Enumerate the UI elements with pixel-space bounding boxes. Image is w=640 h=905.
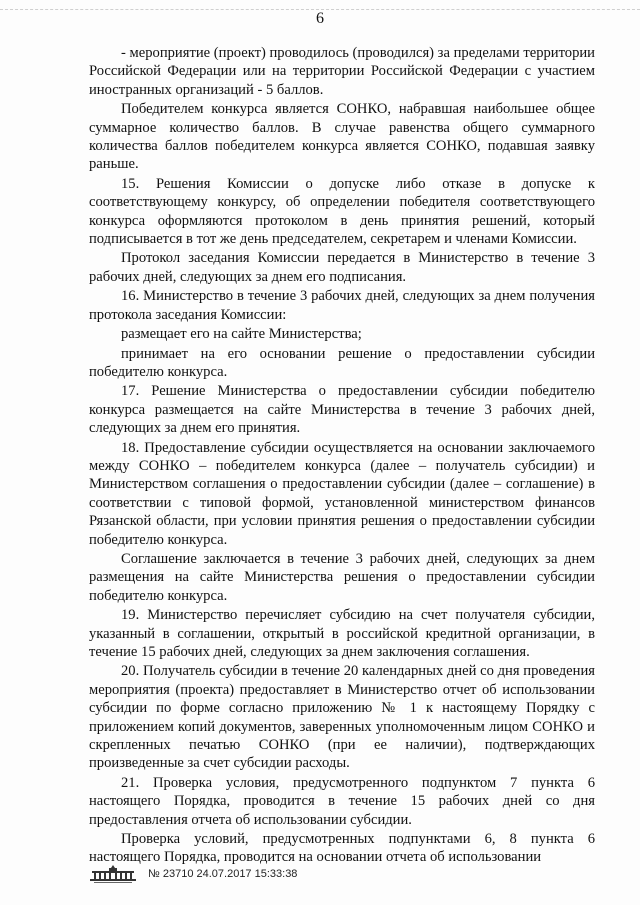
paragraph: принимает на его основании решение о предоставлении субсидии победителю конкурса. xyxy=(89,345,595,380)
paragraph: 19. Министерство перечисляет субсидию на счет получателя субсидии, указанный в соглашении, открытый в российской кредитной организации, в течение 15 рабочих дней, следующих за днем заключения соглашения. xyxy=(89,607,595,660)
registration-stamp: № 23710 24.07.2017 15:33:38 xyxy=(148,868,298,880)
paragraph: Победителем конкурса является СОНКО, набравшая наибольшее общее суммарное количество баллов. В случае равенства общего суммарного количества баллов победителем конкурса является СОНКО, подавшая заявку раньше. xyxy=(89,101,595,173)
government-building-logo xyxy=(88,864,138,884)
paragraph: Проверка условий, предусмотренных подпунктами 6, 8 пункта 6 настоящего Порядка, проводится на основании отчета об использовании xyxy=(89,831,595,866)
page-number: 6 xyxy=(316,10,324,27)
document-body xyxy=(89,44,595,867)
paragraph: 17. Решение Министерства о предоставлении субсидии победителю конкурса размещается на сайте Министерства в течение 3 рабочих дней, следующих за днем его принятия. xyxy=(89,383,595,437)
paragraph: Соглашение заключается в течение 3 рабочих дней, следующих за днем размещения на сайте Министерства решения о предоставлении субсидии победителю конкурса. xyxy=(89,550,595,604)
paragraph: 16. Министерство в течение 3 рабочих дней, следующих за днем получения протокола заседания Комиссии: xyxy=(89,288,595,323)
document-footer xyxy=(88,864,388,886)
paragraph: - мероприятие (проект) проводилось (проводился) за пределами территории Российской Федерации или на территории Российской Федерации с участием иностранных организаций - 5 баллов. xyxy=(89,45,595,98)
paragraph: размещает его на сайте Министерства; xyxy=(121,326,362,343)
paragraph: 21. Проверка условия, предусмотренного подпунктом 7 пункта 6 настоящего Порядка, проводится в течение 15 рабочих дней со дня предоставления отчета об использовании субсидии. xyxy=(89,774,595,828)
paragraph: 18. Предоставление субсидии осуществляется на основании заключаемого между СОНКО – победителем конкурса (далее – получатель субсидии) и Министерством соглашения о предоставлении субсидии (далее – соглашение) в соответствии с типовой формой, установленной министерством финансов Рязанской области, при условии принятия решения о предоставлении субсидии победителю конкурса. xyxy=(89,439,595,548)
paragraph: 15. Решения Комиссии о допуске либо отказе в допуске к соответствующему конкурсу, об определении победителя соответствующего конкурса оформляются протоколом в день принятия решений, который подписывается в тот же день председателем, секретарем и членами Комиссии. xyxy=(89,175,595,248)
paragraph: Протокол заседания Комиссии передается в Министерство в течение 3 рабочих дней, следующих за днем его подписания. xyxy=(89,250,595,285)
paragraph: 20. Получатель субсидии в течение 20 календарных дней со дня проведения мероприятия (проекта) предоставляет в Министерство отчет об использовании субсидии по форме согласно приложению № 1 к настоящему Порядку с приложением копий документов, заверенных уполномоченным лицом СОНКО и скрепленных печатью СОНКО (при ее наличии), подтверждающих произведенные за счет субсидии расходы. xyxy=(89,663,595,772)
